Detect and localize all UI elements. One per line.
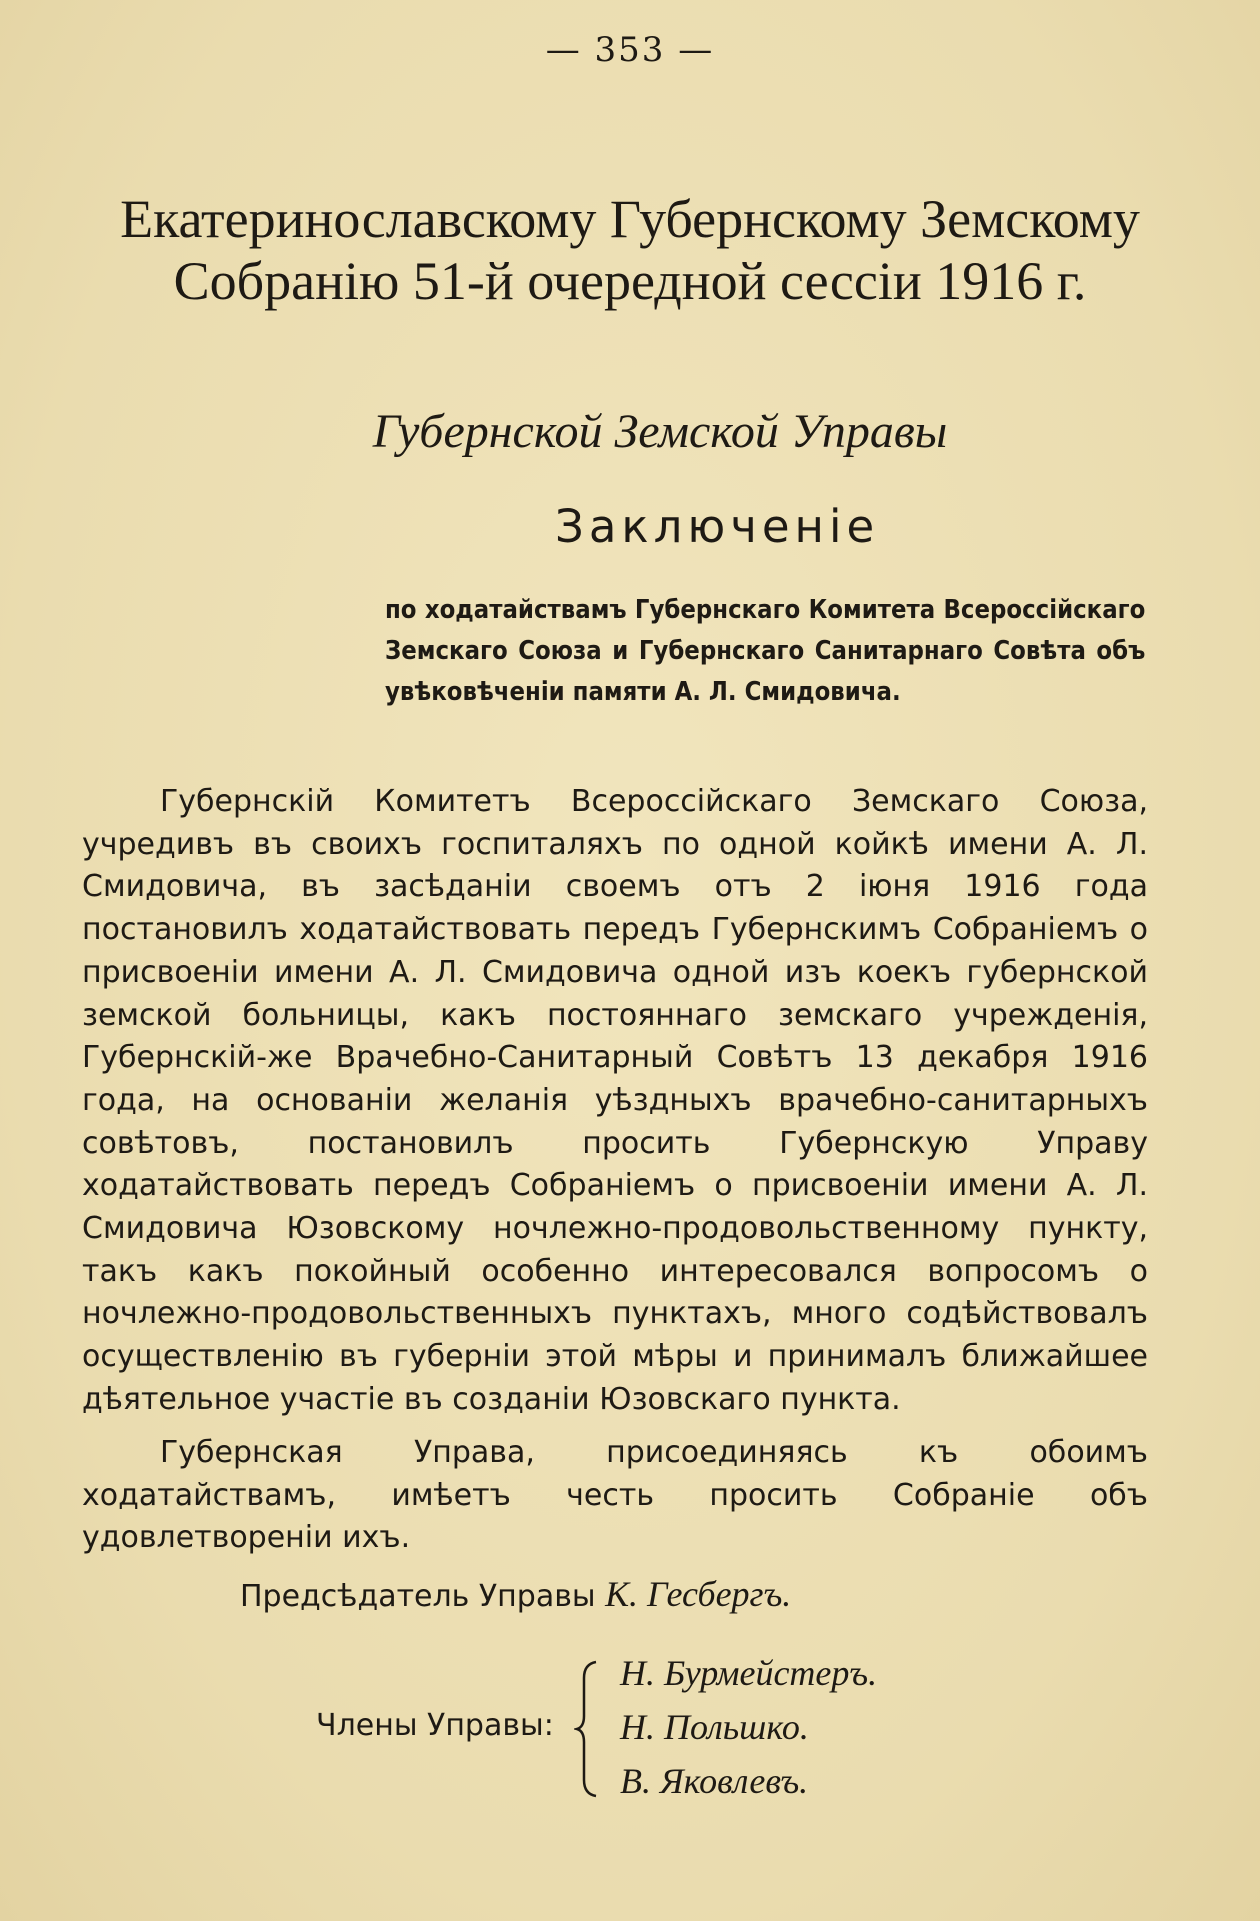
summary-text: по ходатайствамъ Губернскаго Комитета Всероссійскаго Земскаго Союза и Губернскаго Санитарнаго Совѣта объ увѣковѣченіи памяти А. Л. Смидовича. xyxy=(385,595,1146,707)
curly-brace-icon xyxy=(574,1660,602,1798)
title-line-2: Собранію 51-й очередной сессіи 1916 г. xyxy=(173,251,1087,311)
page-title xyxy=(0,188,1260,312)
page-number: — 353 — xyxy=(545,30,715,70)
chairman-label: Предсѣдатель Управы xyxy=(240,1579,596,1614)
chairman-signature-line xyxy=(240,1573,791,1615)
member-name-1: Н. Бурмейстеръ. xyxy=(620,1653,878,1693)
subtitle: Губернской Земской Управы xyxy=(372,405,948,458)
title-line-1: Екатеринославскому Губернскому Земскому xyxy=(120,189,1140,249)
member-name-3: В. Яковлевъ. xyxy=(620,1761,809,1801)
section-heading: Заключеніе xyxy=(555,500,880,553)
paragraph-2: Губернская Управа, присоединяясь къ обоимъ ходатайствамъ, имѣетъ честь просить Собраніе объ удовлетвореніи ихъ. xyxy=(82,1435,1148,1556)
member-name-2: Н. Польшко. xyxy=(620,1707,809,1747)
paragraph-1: Губернскій Комитетъ Всероссійскаго Земскаго Союза, учредивъ въ своихъ госпиталяхъ по одной койкѣ имени А. Л. Смидовича, въ засѣданіи своемъ отъ 2 іюня 1916 года постановилъ ходатайствовать передъ Губернскимъ Собраніемъ о присвоеніи имени А. Л. Смидовича одной изъ коекъ губернской земской больницы, какъ постояннаго земскаго учрежденія, Губернскій-же Врачебно-Санитарный Совѣтъ 13 декабря 1916 года, на основаніи желанія уѣздныхъ врачебно-санитарныхъ совѣтовъ, постановилъ просить Губернскую Управу ходатайствовать передъ Собраніемъ о присвоеніи имени А. Л. Смидовича Юзовскому ночлежно-продовольственному пункту, такъ какъ покойный особенно интересовался вопросомъ о ночлежно-продовольственныхъ пунктахъ, много содѣйствовалъ осуществленію въ губерніи этой мѣры и принималъ ближайшее дѣятельное участіе въ созданіи Юзовскаго пункта. xyxy=(82,784,1148,1417)
chairman-name: К. Гесбергъ. xyxy=(605,1574,792,1614)
members-label: Члены Управы: xyxy=(316,1708,554,1743)
